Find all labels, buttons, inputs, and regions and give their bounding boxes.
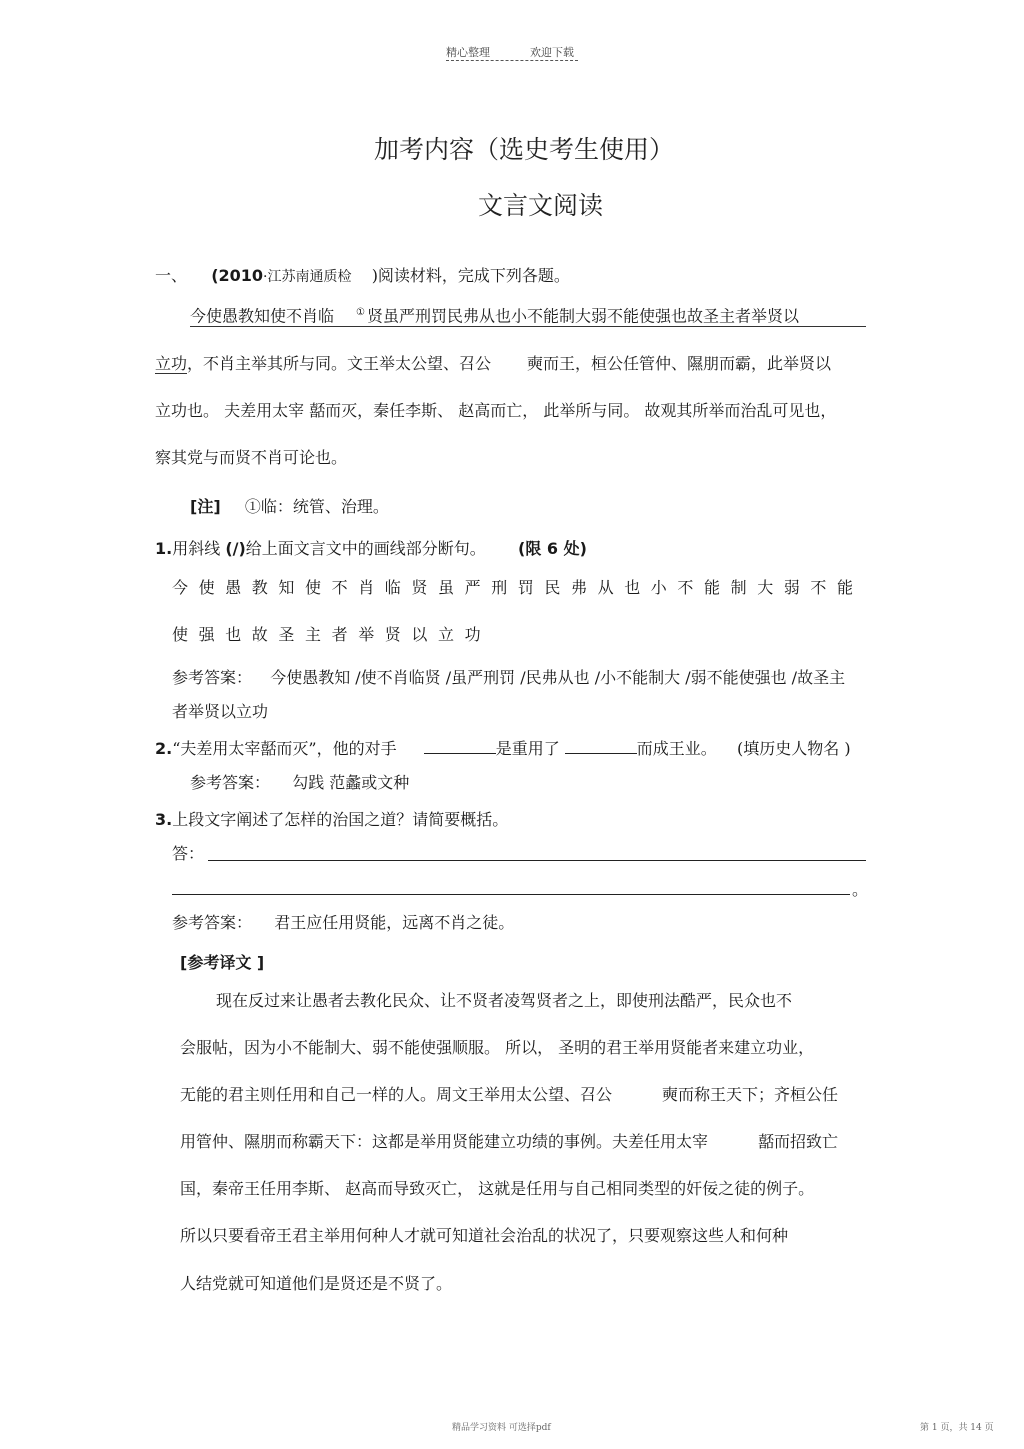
q2-hint: (填历史人物名 )	[737, 739, 851, 758]
q1-limit: (限 6 处)	[518, 539, 587, 558]
q2-answer-label: 参考答案：	[190, 773, 271, 792]
footer-page-number: 第 1 页，共 14 页	[920, 1423, 994, 1433]
passage-line-4: 察其党与而贤不肖可论也。	[155, 448, 348, 467]
passage-text-2b: 奭而王，桓公任管仲、隰朋而霸，此举贤以	[527, 354, 832, 373]
translation-line-3	[180, 1087, 838, 1103]
q2-text-b: 是重用了	[495, 739, 560, 758]
q2-blank-1[interactable]	[424, 752, 496, 754]
note-text: ①临：统管、治理。	[244, 497, 389, 516]
q3-answer-line-1[interactable]	[208, 860, 866, 861]
q1-slash: (/)	[225, 539, 246, 558]
q1-answer-text: 今使愚教知 /使不肖临贤 /虽严刑罚 /民弗从也 /小不能制大 /弱不能使强也 /故圣主	[270, 668, 846, 687]
passage-line-1	[190, 308, 799, 324]
note-bracket: [注]	[190, 497, 221, 516]
q2-text-a: “夫差用太宰嚭而灭”，他的对手	[172, 739, 397, 758]
passage-underlined-end: 立功	[155, 354, 188, 373]
translation-3b: 奭而称王天下；齐桓公任	[662, 1085, 839, 1104]
header-divider	[446, 60, 578, 61]
annotation-note	[190, 499, 389, 515]
q1-spaced-chars-1: 今使愚教知使不肖临贤虽严刑罚民弗从也小不能制大弱不能	[172, 578, 864, 597]
translation-line-5: 国，秦帝王任用李斯、 赵高而导致灭亡， 这就是任用与自己相同类型的奸佞之徒的例子。	[180, 1179, 815, 1198]
section-source-year: (2010	[211, 266, 264, 285]
section-prefix: 一、	[155, 266, 188, 285]
page-subtitle: 文言文阅读	[478, 191, 604, 220]
section-instruction: )阅读材料，完成下列各题。	[371, 266, 570, 285]
passage-line-3: 立功也。 夫差用太宰 嚭而灭，秦任李斯、 赵高而亡， 此举所与同。 故观其所举而治乱可见也，	[155, 401, 837, 420]
q1-answer-line-2: 者举贤以立功	[172, 702, 269, 721]
translation-label: [参考译文 ]	[180, 953, 265, 972]
q1-spaced-chars-2: 使强也故圣主者举贤以立功	[172, 625, 492, 644]
q3-answer-label: 参考答案：	[172, 913, 253, 932]
q1-text: 用斜线	[172, 539, 221, 558]
footer-center: 精品学习资料 可选择pdf	[452, 1423, 551, 1433]
passage-underline-1	[190, 326, 866, 327]
translation-line-4	[180, 1134, 838, 1150]
header-left: 精心整理	[446, 46, 490, 59]
q3-answer	[172, 915, 514, 931]
translation-line-2: 会服帖，因为小不能制大、弱不能使强顺服。 所以， 圣明的君王举用贤能者来建立功业，	[180, 1038, 815, 1057]
q2-answer-text: 勾践 范蠡或文种	[292, 773, 410, 792]
passage-text-2a: ，不肖主举其所与同。文王举太公望、召公	[187, 354, 492, 373]
question-1	[155, 541, 587, 557]
q2-answer	[190, 775, 409, 791]
translation-line-7: 人结党就可知道他们是贤还是不贤了。	[180, 1274, 453, 1293]
q3-number: 3.	[155, 810, 173, 829]
q2-number: 2.	[155, 739, 173, 758]
passage-underlined-b: 贤虽严刑罚民弗从也小不能制大弱不能使强也故圣主者举贤以	[366, 306, 799, 326]
q1-text-2: 给上面文言文中的画线部分断句。	[245, 539, 486, 558]
section-heading	[155, 268, 570, 284]
translation-line-6: 所以只要看帝王君主举用何种人才就可知道社会治乱的状况了，只要观察这些人和何种	[180, 1226, 789, 1245]
q1-answer-line-1	[172, 670, 845, 686]
translation-3a: 无能的君主则任用和自己一样的人。周文王举用太公望、召公	[180, 1085, 613, 1104]
q2-text-c: 而成王业。	[636, 739, 717, 758]
q1-answer-label: 参考答案：	[172, 668, 253, 687]
q3-period: 。	[852, 880, 869, 899]
passage-line-2	[155, 356, 831, 372]
translation-4a: 用管仲、隰朋而称霸天下：这都是举用贤能建立功绩的事例。夫差任用太宰	[180, 1132, 709, 1151]
q2-blank-2[interactable]	[565, 752, 637, 754]
translation-4b: 嚭而招致亡	[758, 1132, 839, 1151]
header-right: 欢迎下载	[530, 46, 574, 59]
passage-underlined-a: 今使愚教知使不肖临	[190, 306, 335, 326]
q1-number: 1.	[155, 539, 173, 558]
footnote-marker: ①	[356, 307, 365, 318]
q3-answer-prefix: 答：	[172, 844, 205, 863]
q3-text: 上段文字阐述了怎样的治国之道？请简要概括。	[172, 810, 509, 829]
q3-answer-text: 君王应任用贤能，远离不肖之徒。	[274, 913, 515, 932]
question-2	[155, 741, 851, 757]
section-source-place: ·江苏南通质检	[263, 269, 352, 285]
page-title: 加考内容（选史考生使用）	[374, 135, 675, 164]
question-3	[155, 812, 508, 828]
translation-line-1: 现在反过来让愚者去教化民众、让不贤者凌驾贤者之上，即使刑法酷严，民众也不	[216, 991, 793, 1010]
q3-answer-line-2[interactable]	[172, 894, 850, 895]
